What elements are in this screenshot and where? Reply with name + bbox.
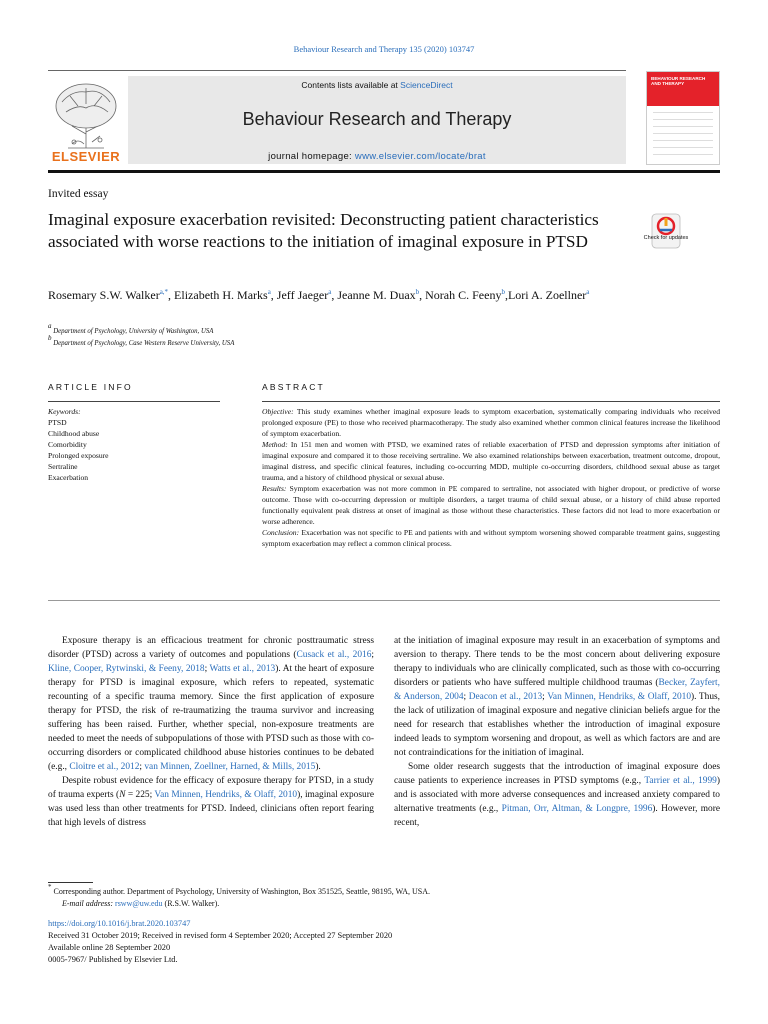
- abstract-section-text: Exacerbation was not specific to PE and patients with and without symptom worsening showed comparable treatment gains, suggesting symptom exacerbation may reflect a common clinical process.: [262, 528, 720, 548]
- article-title: Imaginal exposure exacerbation revisited: Deconstructing patient characteristics associated with worse reactions to the initiation of imaginal exposure in PTSD: [48, 210, 599, 251]
- author-name[interactable]: Jeanne M. Duax: [337, 288, 416, 302]
- email-label: E-mail address:: [62, 899, 114, 908]
- author-separator: ,: [504, 288, 508, 302]
- affiliation-b: [48, 334, 235, 347]
- author-name[interactable]: Norah C. Feeny: [425, 288, 502, 302]
- footnote-rule: [48, 882, 93, 883]
- homepage-line: [128, 151, 626, 162]
- keywords-block: [48, 406, 109, 483]
- abstract-bottom-rule: [48, 600, 720, 601]
- body-text: Exposure therapy is an efficacious treatment for chronic posttraumatic stress disorder (PTSD) across a variety of outcomes and populations (: [48, 636, 374, 660]
- keyword: Comorbidity: [48, 440, 87, 449]
- received-dates: Received 31 October 2019; Received in revised form 4 September 2020; Accepted 27 September 2020: [48, 931, 393, 940]
- author-name[interactable]: Elizabeth H. Marks: [174, 288, 268, 302]
- abstract-section-text: In 151 men and women with PTSD, we examined rates of reliable exacerbation of PTSD and depression symptoms after initiation of imaginal exposure and compared it to those receiving sertraline. We also examined relationships between exacerbation, treatment outcome, dropout, imaginal distress, and specific clinical features, including co-occurring MDD, multiple co-occurring disorders, childhood sexual abuse as target trauma, and a history of childhood physical or sexual abuse.: [262, 440, 720, 482]
- citation-link[interactable]: Deacon et al., 2013: [468, 692, 543, 702]
- footnote-asterisk: *: [48, 883, 52, 891]
- affiliation-mark: b: [48, 334, 52, 342]
- author-affiliation-mark[interactable]: a,*: [159, 288, 169, 296]
- abstract-section-text: This study examines whether imaginal exposure leads to symptom exacerbation, systematically comparing individuals who received prolonged exposure (PE) to those who received pharmacotherapy. The study also examined whether common clinical features increase the likelihood of symptom exacerbation.: [262, 407, 720, 438]
- keyword: Exacerbation: [48, 473, 89, 482]
- keyword: Childhood abuse: [48, 429, 100, 438]
- author-affiliation-mark[interactable]: a: [328, 288, 332, 296]
- author-separator: ,: [419, 288, 426, 302]
- journal-name: Behaviour Research and Therapy: [242, 109, 512, 129]
- citation-link[interactable]: Watts et al., 2013: [209, 664, 276, 674]
- citation-link[interactable]: Kline, Cooper, Rytwinski, & Feeny, 2018: [48, 664, 205, 674]
- citation-link[interactable]: Tarrier et al., 1999: [644, 776, 717, 786]
- abstract-section-text: Symptom exacerbation was not more common in PE compared to sertraline, not associated with higher dropout, or predictive of worse outcome. Those with co-occurring depression or multiple disorders, a target trauma of child sexual abuse, or a history of child abuse reported functionally equivalent peak distress at onset of imaginal as those without these characteristics. These factors did not lead to more exacerbation or worse adherence.: [262, 484, 720, 526]
- affiliation-mark: a: [48, 322, 52, 330]
- body-paragraph: [394, 634, 720, 760]
- elsevier-wordmark: ELSEVIER: [51, 149, 121, 164]
- author-affiliation-mark[interactable]: a: [586, 288, 590, 296]
- abstract-rule: [262, 401, 720, 402]
- body-paragraph: [48, 634, 374, 774]
- copyright-line: 0005-7967/ Published by Elsevier Ltd.: [48, 955, 178, 964]
- body-text: ;: [371, 650, 374, 660]
- abstract-section-head: Conclusion:: [262, 528, 300, 537]
- body-text: = 225;: [125, 790, 155, 800]
- author-separator: ,: [168, 288, 175, 302]
- citation-link[interactable]: van Minnen, Zoellner, Harned, & Mills, 2015: [144, 762, 316, 772]
- doi-link[interactable]: https://doi.org/10.1016/j.brat.2020.103747: [48, 919, 191, 928]
- citation-link[interactable]: Van Minnen, Hendriks, & Olaff, 2010: [547, 692, 692, 702]
- journal-cover-thumbnail[interactable]: [646, 71, 720, 165]
- body-text: ). At the heart of exposure therapy for PTSD is imaginal exposure, which refers to repeated, systematic recounting of a specific trauma memory. Since the first application of exposure therapy for PTSD, the risk of re-traumatizing the trauma survivor and increasing suffering has been raised. Further, whether special, non-exposure treatments are needed to meet the needs of subpopulations of those with PTSD such as those with co-occurring disorders or complicated childhood abuse histories continues to be debated (e.g.,: [48, 664, 375, 772]
- body-text: ;: [542, 692, 548, 702]
- affiliation-a: [48, 322, 214, 335]
- abstract-section-head: Method:: [262, 440, 288, 449]
- citation-link[interactable]: Van Minnen, Hendriks, & Olaff, 2010: [154, 790, 298, 800]
- header-bottom-rule: [48, 170, 720, 173]
- keyword: PTSD: [48, 418, 67, 427]
- abstract-objective: [262, 406, 720, 439]
- cover-lines: [653, 112, 713, 161]
- body-text: ). Thus, the lack of utilization of imaginal exposure and negative clinician beliefs argue for the need for research that establishes whether the introduction of imaginal exposure indeed leads to symptom worsening and dropout, as well as which factors are and are not contraindications for the initiation of imaginal.: [394, 692, 721, 758]
- author-separator: ,: [270, 288, 277, 302]
- body-text: ;: [139, 762, 145, 772]
- body-text: Despite robust evidence for the efficacy of exposure therapy for PTSD, in a study of trauma experts (: [48, 776, 374, 800]
- body-text: ;: [204, 664, 210, 674]
- author-name[interactable]: Jeff Jaeger: [276, 288, 329, 302]
- sciencedirect-link[interactable]: ScienceDirect: [400, 80, 453, 90]
- author-affiliation-mark[interactable]: b: [415, 288, 420, 296]
- abstract-heading: ABSTRACT: [262, 382, 325, 392]
- citation-link[interactable]: Becker, Zayfert, & Anderson, 2004: [394, 678, 721, 702]
- body-text: ).: [315, 762, 321, 772]
- author-name[interactable]: Lori A. Zoellner: [507, 288, 587, 302]
- contents-line: [128, 80, 626, 90]
- cover-title: BEHAVIOUR RESEARCH AND THERAPY: [651, 76, 706, 87]
- citation-link[interactable]: Cloitre et al., 2012: [69, 762, 140, 772]
- citation-link[interactable]: Cusack et al., 2016: [296, 650, 372, 660]
- body-text: ;: [463, 692, 469, 702]
- header-top-rule: [48, 70, 626, 71]
- body-column-left: [48, 634, 374, 830]
- body-text: at the initiation of imaginal exposure may result in an exacerbation of symptoms and aversion to therapy. There tends to be the most concern about delivering exposure therapy to individuals who are clinically complicated, such as those with co-occurring disorders or patients who have suffered multiple childhood traumas (: [394, 636, 720, 688]
- body-text: ), imaginal exposure was used less than other treatments for PTSD. Indeed, clinicians often report fearing that high levels of distress: [48, 790, 374, 828]
- abstract-text: [262, 406, 720, 549]
- body-paragraph: [394, 760, 720, 830]
- body-column-right: [394, 634, 720, 830]
- available-online: Available online 28 September 2020: [48, 943, 171, 952]
- journal-citation[interactable]: Behaviour Research and Therapy 135 (2020) 103747: [293, 44, 475, 54]
- citation-link[interactable]: Pitman, Orr, Altman, & Longpre, 1996: [501, 804, 653, 814]
- keywords-heading: Keywords:: [48, 407, 81, 416]
- body-text: Some older research suggests that the introduction of imaginal exposure does cause patients to experience increases in PTSD symptoms (e.g.,: [394, 762, 720, 786]
- contents-prefix: Contents lists available at: [301, 80, 401, 90]
- journal-homepage-link[interactable]: www.elsevier.com/locate/brat: [354, 151, 486, 162]
- corresponding-text: Corresponding author. Department of Psychology, University of Washington, Box 351525, Seattle, 98195, WA, USA.: [53, 887, 431, 896]
- author-list: [48, 286, 688, 304]
- affiliation-text: Department of Psychology, Case Western Reserve University, USA: [53, 340, 235, 347]
- affiliation-text: Department of Psychology, University of Washington, USA: [53, 328, 214, 335]
- email-suffix: (R.S.W. Walker).: [164, 899, 220, 908]
- corresponding-author-footnote: [48, 883, 648, 897]
- article-type: Invited essay: [48, 188, 109, 200]
- keyword: Sertraline: [48, 462, 78, 471]
- body-text: ). However, more recent,: [394, 804, 721, 828]
- abstract-conclusion: [262, 527, 720, 549]
- keyword: Prolonged exposure: [48, 451, 109, 460]
- author-separator: ,: [331, 288, 338, 302]
- author-affiliation-mark[interactable]: a: [267, 288, 271, 296]
- body-paragraph: [48, 774, 374, 830]
- author-name[interactable]: Rosemary S.W. Walker: [48, 288, 160, 302]
- body-text: ) and is associated with more adverse consequences and increased anxiety compared to alternative treatments (e.g.,: [394, 776, 720, 814]
- abstract-method: [262, 439, 720, 483]
- italic-text: N: [119, 790, 126, 800]
- article-info-rule: [48, 401, 220, 402]
- abstract-results: [262, 483, 720, 527]
- homepage-prefix: journal homepage:: [268, 151, 355, 162]
- email-footnote: [62, 898, 662, 909]
- abstract-section-head: Objective:: [262, 407, 294, 416]
- crossmark-label[interactable]: Check for updates: [643, 235, 689, 241]
- author-affiliation-mark[interactable]: b: [501, 288, 505, 296]
- email-link[interactable]: rsww@uw.edu: [115, 899, 163, 908]
- article-info-heading: ARTICLE INFO: [48, 382, 133, 392]
- abstract-section-head: Results:: [262, 484, 287, 493]
